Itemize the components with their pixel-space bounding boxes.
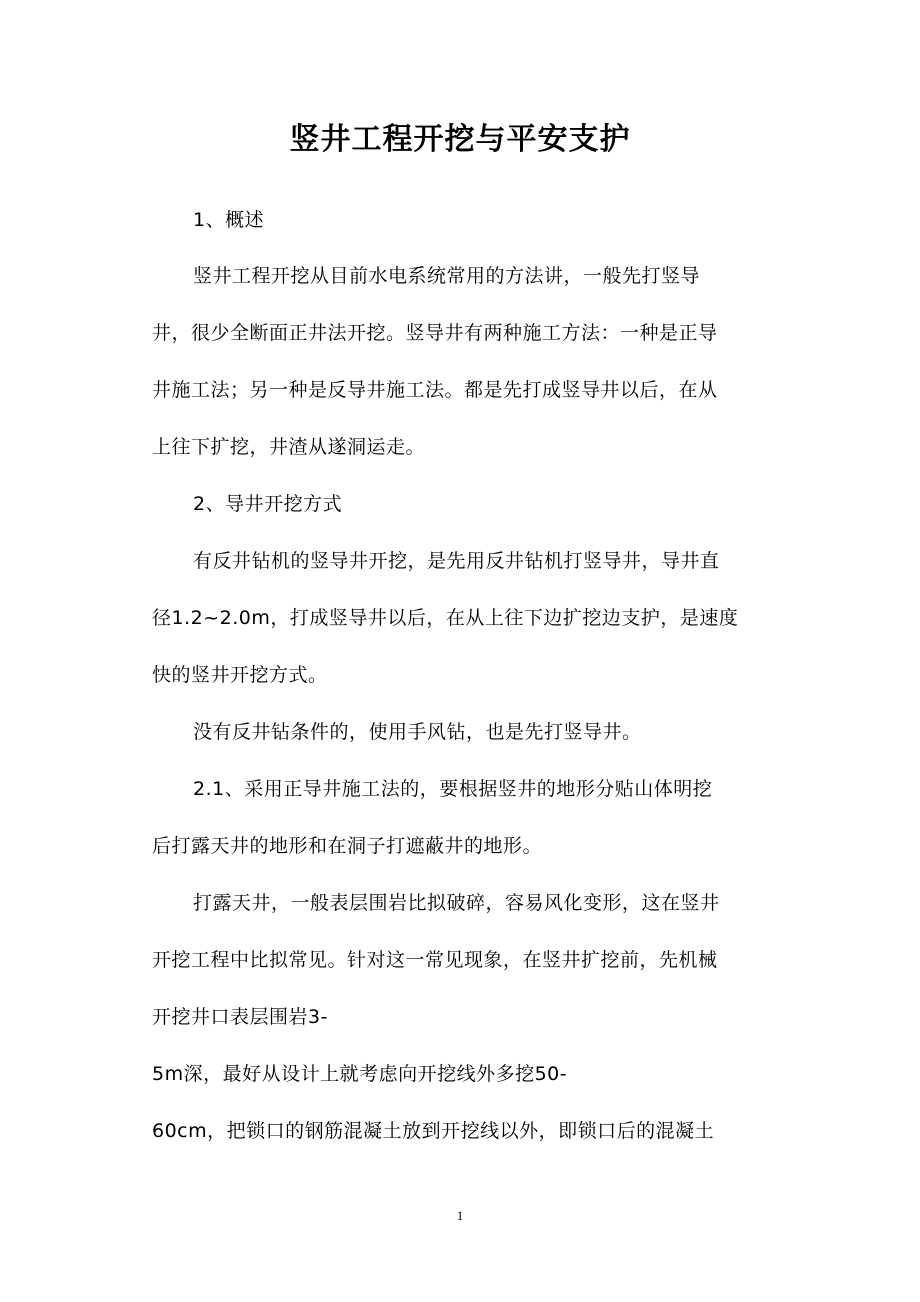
- paragraph-line: 有反井钻机的竖导井开挖，是先用反井钻机打竖导井，导井直: [193, 550, 720, 572]
- paragraph-line: 5m深，最好从设计上就考虑向开挖线外多挖50-: [152, 1063, 568, 1085]
- paragraph-line: 没有反井钻条件的，使用手风钻，也是先打竖导井。: [193, 721, 642, 743]
- paragraph-line: 径1.2~2.0m，打成竖导井以后，在从上往下边扩挖边支护，是速度: [152, 607, 739, 629]
- document-title: 竖井工程开挖与平安支护: [289, 122, 631, 157]
- paragraph-line: 打露天井，一般表层围岩比拟破碎，容易风化变形，这在竖井: [193, 892, 720, 914]
- paragraph-line: 井施工法；另一种是反导井施工法。都是先打成竖导井以后，在从: [152, 379, 718, 401]
- paragraph-line: 上往下扩挖，井渣从遂洞运走。: [152, 436, 426, 458]
- section-heading: 1、概述: [193, 209, 265, 231]
- paragraph-line: 井，很少全断面正井法开挖。竖导井有两种施工方法：一种是正导: [152, 322, 718, 344]
- paragraph-line: 快的竖井开挖方式。: [152, 664, 328, 686]
- paragraph-line: 开挖井口表层围岩3-: [152, 1006, 328, 1028]
- paragraph-line: 2.1、采用正导井施工法的，要根据竖井的地形分贴山体明挖: [193, 778, 713, 800]
- paragraph-line: 竖井工程开挖从目前水电系统常用的方法讲，一般先打竖导: [193, 265, 701, 287]
- paragraph-line: 开挖工程中比拟常见。针对这一常见现象，在竖井扩挖前，先机械: [152, 949, 718, 971]
- section-heading: 2、导井开挖方式: [193, 493, 343, 515]
- paragraph-line: 后打露天井的地形和在洞子打遮蔽井的地形。: [152, 835, 543, 857]
- page-number: 1: [456, 1208, 464, 1223]
- paragraph-line: 60cm，把锁口的钢筋混凝土放到开挖线以外，即锁口后的混凝土: [152, 1120, 715, 1142]
